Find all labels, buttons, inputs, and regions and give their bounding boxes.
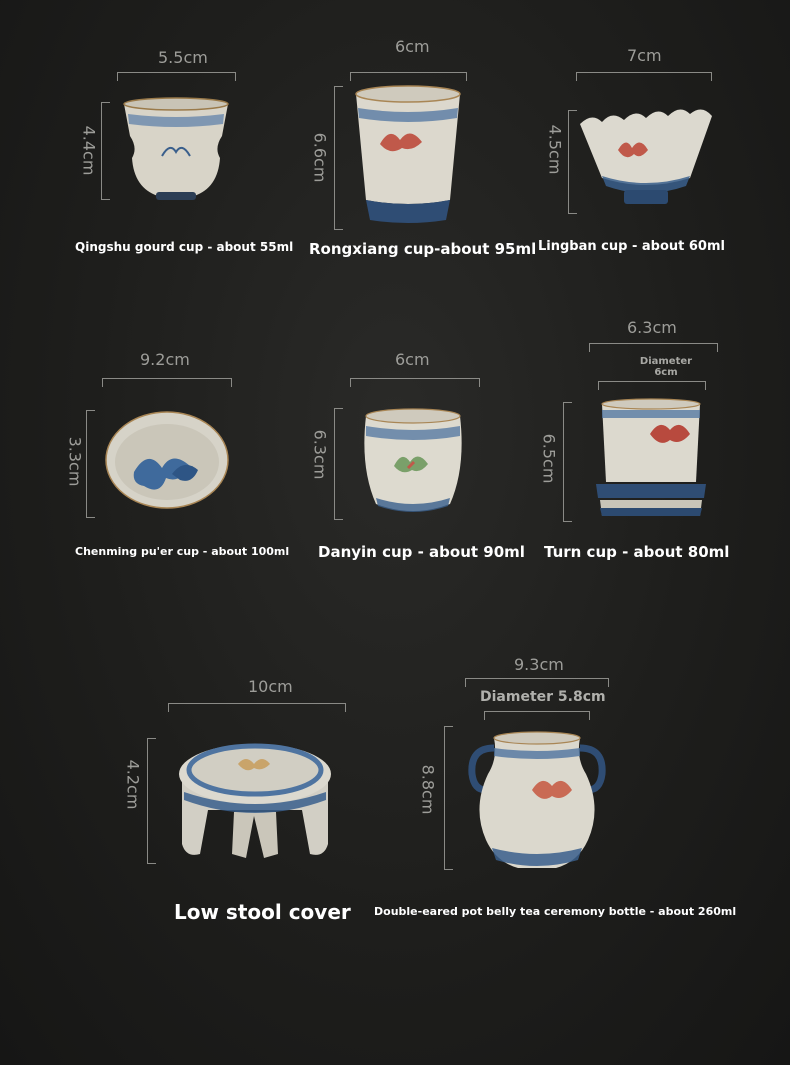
width-dimension-line <box>350 378 480 387</box>
product-name: Qingshu gourd cup - about 55ml <box>75 240 294 254</box>
height-dimension-line <box>563 402 572 522</box>
height-label: 6.3cm <box>310 429 330 480</box>
width-label: 6.3cm <box>627 318 677 337</box>
double-eared-bottle-image <box>466 728 608 872</box>
height-dimension-line <box>444 726 453 870</box>
width-label: 5.5cm <box>158 48 208 67</box>
diameter-value: 6cm <box>654 367 678 378</box>
width-dimension-line <box>465 678 609 687</box>
diameter-dimension-line <box>598 381 706 390</box>
width-dimension-line <box>576 72 712 81</box>
product-name: Chenming pu'er cup - about 100ml <box>75 545 290 558</box>
rongxiang-cup-image <box>352 84 464 226</box>
height-dimension-line <box>568 110 577 214</box>
height-dimension-line <box>86 410 95 518</box>
qingshu-cup-image <box>118 96 234 206</box>
width-dimension-line <box>102 378 232 387</box>
height-label: 6.6cm <box>310 132 330 183</box>
height-label: 4.2cm <box>123 759 143 810</box>
height-label: 4.4cm <box>79 125 99 176</box>
width-dimension-line <box>117 72 236 81</box>
low-stool-cover-image <box>174 734 336 862</box>
height-label: 4.5cm <box>545 124 565 175</box>
product-name: Turn cup - about 80ml <box>544 543 730 561</box>
width-label: 9.2cm <box>140 350 190 369</box>
width-label: 10cm <box>248 677 293 696</box>
width-dimension-line <box>589 343 718 352</box>
product-name: Double-eared pot belly tea ceremony bottle - about 260ml <box>374 905 737 918</box>
width-label: 7cm <box>627 46 662 65</box>
height-dimension-line <box>147 738 156 864</box>
product-name: Lingban cup - about 60ml <box>538 239 725 254</box>
diameter-label: Diameter <box>639 356 693 367</box>
width-label: 9.3cm <box>514 655 564 674</box>
turn-cup-image <box>594 398 708 522</box>
product-name: Danyin cup - about 90ml <box>318 543 525 561</box>
product-name: Low stool cover <box>174 900 351 924</box>
width-dimension-line <box>168 703 346 712</box>
diameter-annotation <box>636 356 696 378</box>
diameter-label: Diameter 5.8cm <box>480 689 606 705</box>
height-label: 3.3cm <box>65 436 85 487</box>
product-name: Rongxiang cup-about 95ml <box>309 240 537 258</box>
width-label: 6cm <box>395 350 430 369</box>
height-dimension-line <box>101 102 110 200</box>
lingban-cup-image <box>578 110 714 210</box>
width-label: 6cm <box>395 37 430 56</box>
danyin-cup-image <box>360 406 466 520</box>
diameter-dimension-line <box>484 711 590 720</box>
height-label: 8.8cm <box>418 764 438 815</box>
height-dimension-line <box>334 408 343 520</box>
height-dimension-line <box>334 86 343 230</box>
width-dimension-line <box>350 72 467 81</box>
height-label: 6.5cm <box>539 433 559 484</box>
chenming-cup-image <box>104 410 230 514</box>
